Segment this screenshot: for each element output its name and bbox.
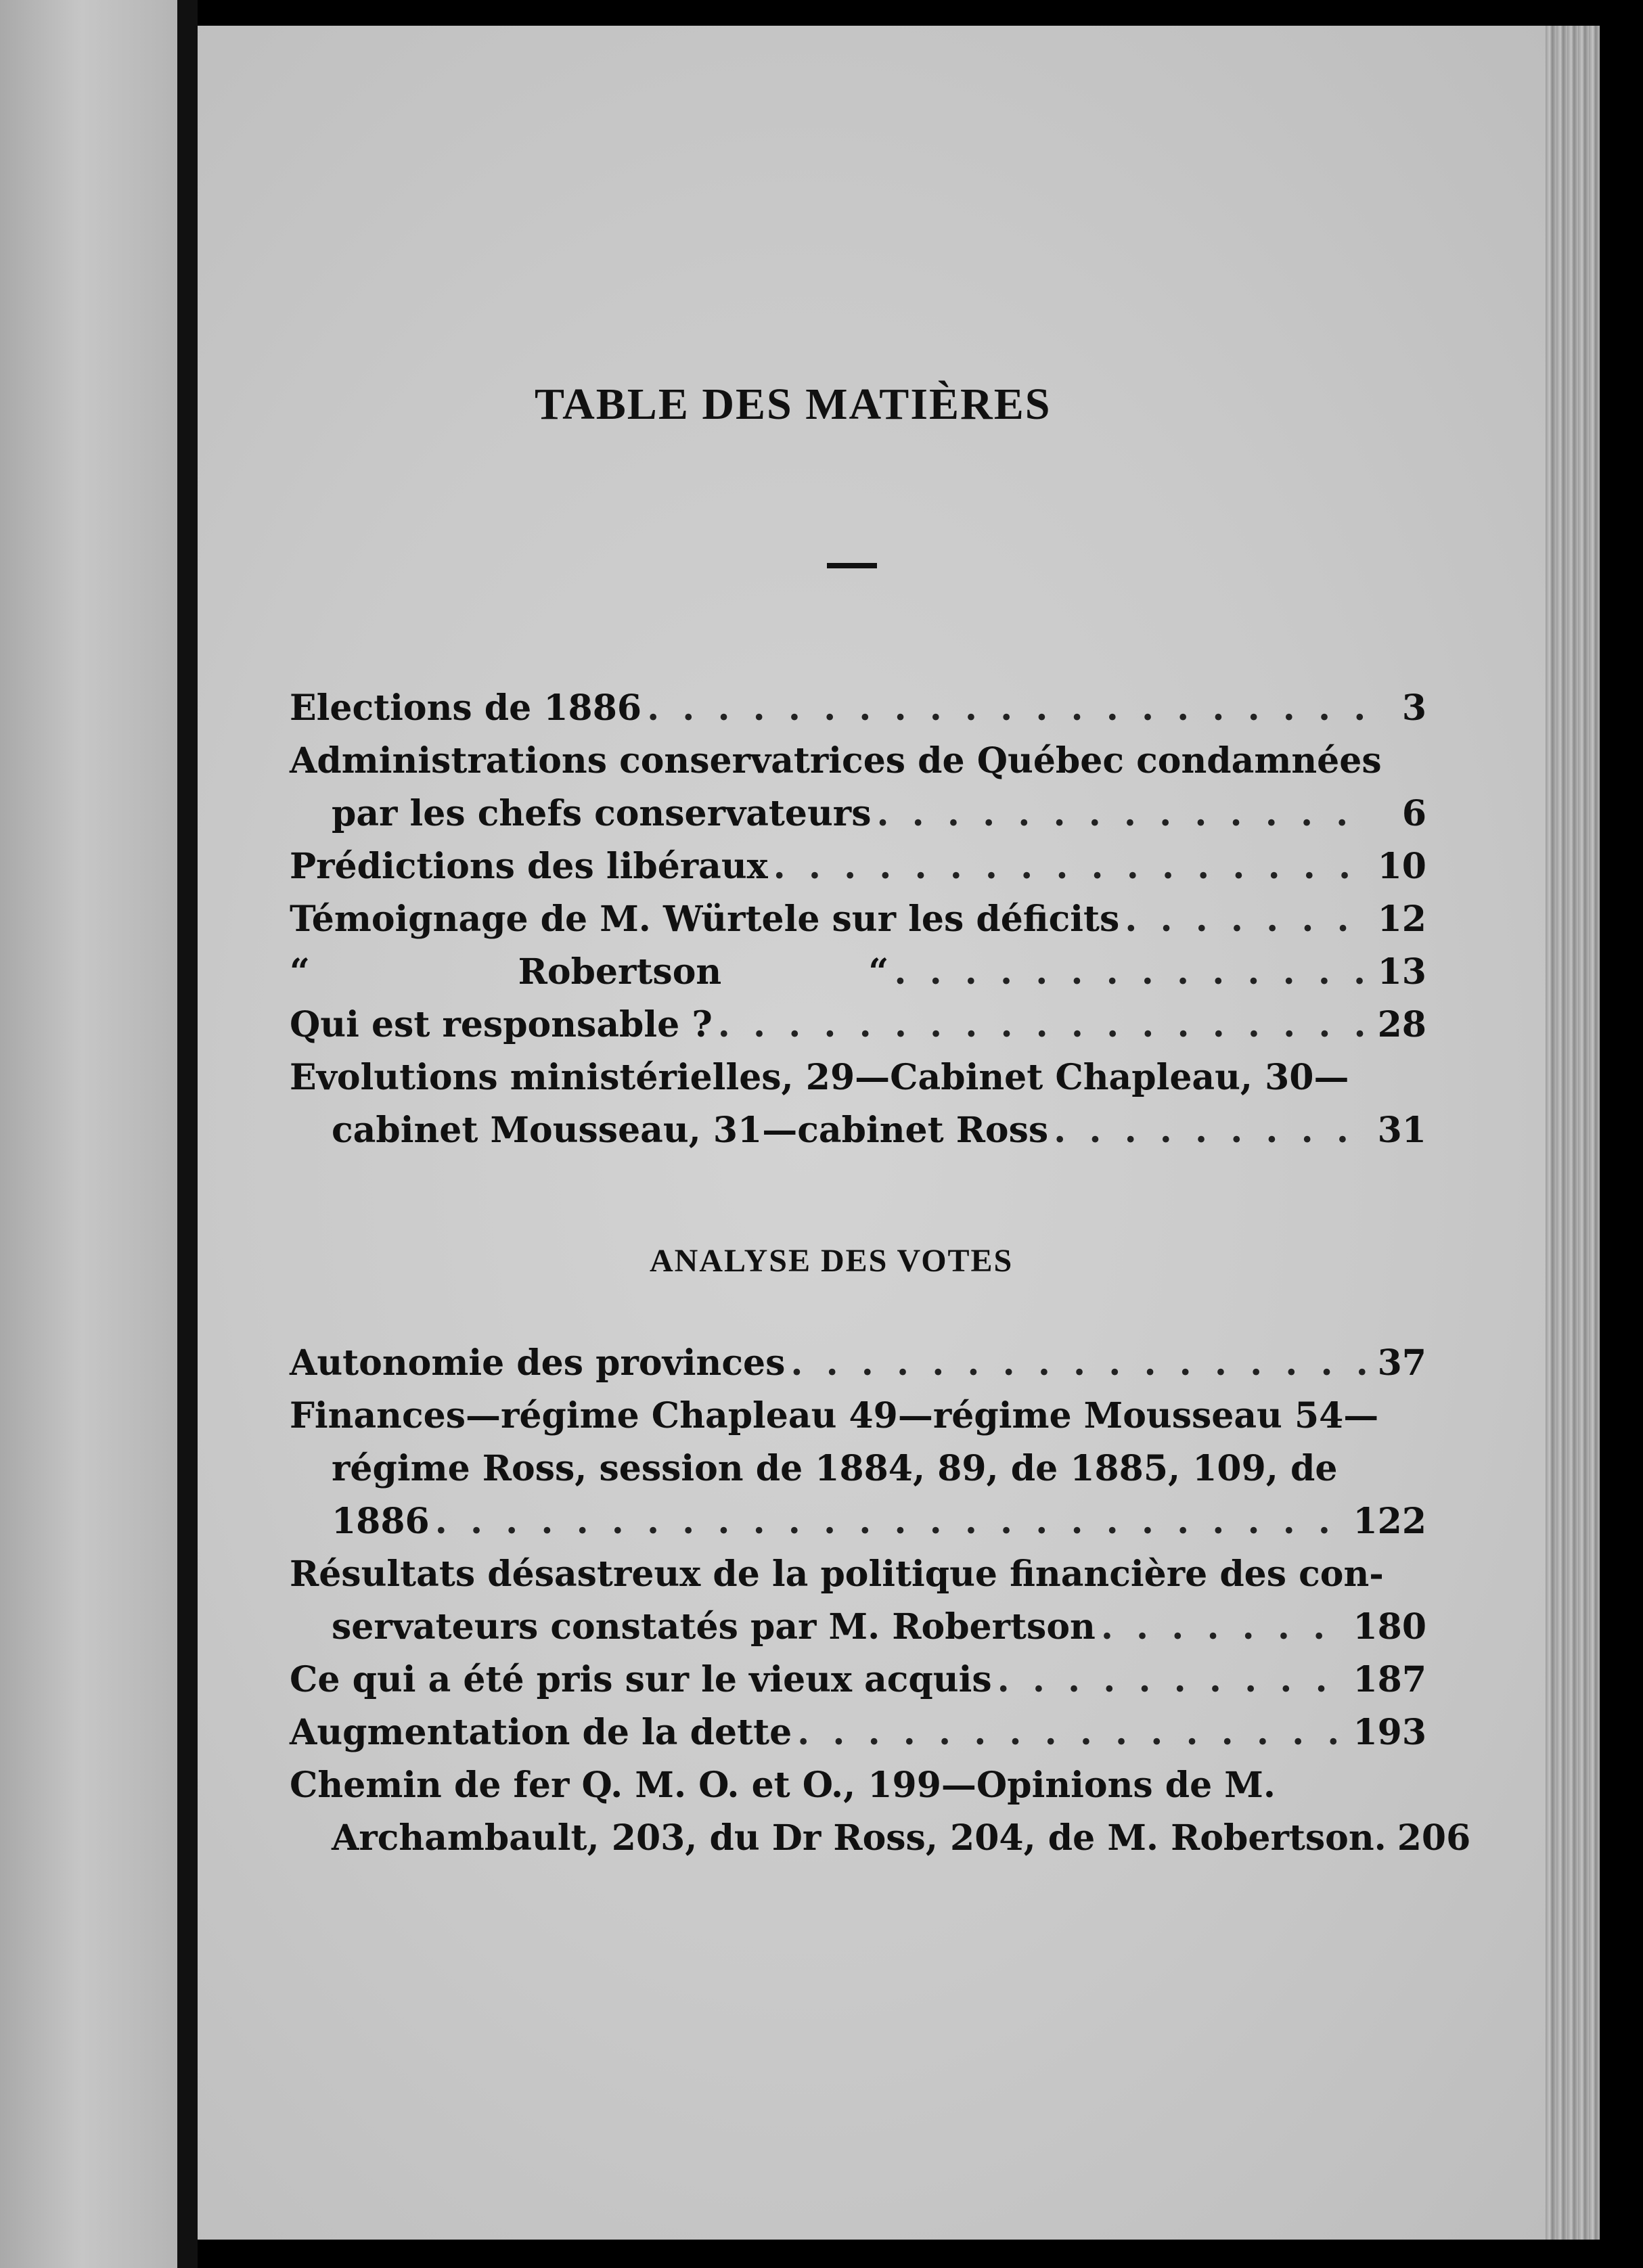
toc-entry: [290, 840, 1426, 893]
dot-leader: [773, 840, 1372, 893]
toc-line: [290, 1443, 1426, 1495]
dot-leader: [997, 1654, 1348, 1706]
toc-entry: [290, 1759, 1471, 1865]
toc-line-text: Augmentation de la dette: [290, 1712, 792, 1753]
toc-line-text: régime Ross, session de 1884, 89, de 1885, 109, de: [332, 1448, 1338, 1489]
toc-line: [290, 893, 1426, 946]
toc-entry: [290, 1654, 1426, 1706]
toc-line: [290, 1495, 1426, 1548]
toc-page-number: 28: [1377, 1004, 1426, 1045]
toc-line: [290, 1706, 1426, 1759]
toc-line-text: Témoignage de M. Würtele sur les déficits: [290, 899, 1120, 940]
dot-leader: [894, 946, 1372, 999]
toc-line: [290, 946, 1426, 999]
toc-entry: [290, 1706, 1426, 1759]
toc-line-text: “ Robertson “: [290, 951, 889, 993]
toc-entry: [290, 735, 1426, 840]
toc-page-number: 3: [1401, 687, 1426, 729]
toc-page-number: 10: [1377, 846, 1426, 887]
toc-line: [290, 1104, 1426, 1157]
toc-line-text: Chemin de fer Q. M. O. et O., 199—Opinions de M.: [290, 1765, 1276, 1806]
toc-part-2: [290, 1337, 1471, 1865]
dot-leader: [647, 682, 1374, 735]
dot-leader: [790, 1337, 1372, 1390]
toc-line: [290, 682, 1426, 735]
dot-leader: [1125, 893, 1372, 946]
toc-page-number: 37: [1377, 1342, 1426, 1384]
toc-line: [290, 1337, 1426, 1390]
toc-line-text: Qui est responsable ?: [290, 1004, 713, 1045]
toc-entry: [290, 1337, 1426, 1390]
toc-line: [290, 1051, 1426, 1104]
toc-entry: [290, 893, 1426, 946]
dot-leader: [876, 788, 1374, 840]
toc-line-text: 1886: [332, 1501, 430, 1542]
toc-part-1: [290, 682, 1426, 1157]
toc-page-number: 6: [1401, 793, 1426, 834]
toc-line-text: Archambault, 203, du Dr Ross, 204, de M. Robertson.: [332, 1817, 1387, 1859]
toc-line-text: Autonomie des provinces: [290, 1342, 786, 1384]
toc-line: [290, 788, 1426, 840]
toc-entry: [290, 1051, 1426, 1157]
toc-page-number: 180: [1353, 1606, 1426, 1648]
toc-line: [290, 1601, 1426, 1654]
page-stack-edge: [1546, 26, 1600, 2240]
dot-leader: [1054, 1104, 1372, 1157]
toc-page-number: 193: [1353, 1712, 1426, 1753]
toc-line-text: cabinet Mousseau, 31—cabinet Ross: [332, 1110, 1049, 1151]
toc-line-text: Evolutions ministérielles, 29—Cabinet Chapleau, 30—: [290, 1057, 1349, 1098]
toc-line-text: Ce qui a été pris sur le vieux acquis: [290, 1659, 992, 1700]
toc-page-number: 31: [1377, 1110, 1426, 1151]
dot-leader: [1101, 1601, 1348, 1654]
toc-entry: [290, 999, 1426, 1051]
toc-line-text: Administrations conservatrices de Québec condamnées: [290, 740, 1382, 781]
toc-entry: [290, 1548, 1426, 1654]
toc-entry: [290, 682, 1426, 735]
toc-line: [290, 1654, 1426, 1706]
toc-page-number: 13: [1377, 951, 1426, 993]
title-divider: [827, 563, 877, 568]
facing-page-edge: [0, 0, 181, 2268]
toc-line: [290, 1759, 1426, 1812]
toc-line-text: Finances—régime Chapleau 49—régime Mousseau 54—: [290, 1395, 1379, 1436]
page-title: TABLE DES MATIÈRES: [535, 380, 1052, 429]
toc-line: [290, 735, 1426, 788]
toc-page-number: 206: [1397, 1817, 1471, 1859]
toc-page-number: 122: [1353, 1501, 1426, 1542]
toc-line-text: Elections de 1886: [290, 687, 642, 729]
section-heading: ANALYSE DES VOTES: [650, 1243, 1014, 1279]
toc-line-text: Prédictions des libéraux: [290, 846, 768, 887]
dot-leader: [718, 999, 1372, 1051]
toc-line-text: Résultats désastreux de la politique financière des con-: [290, 1553, 1384, 1595]
toc-line-text: servateurs constatés par M. Robertson: [332, 1606, 1096, 1648]
toc-line: [290, 1390, 1426, 1443]
dot-leader: [435, 1495, 1348, 1548]
toc-line: [290, 1548, 1426, 1601]
binding-gutter: [177, 0, 198, 2268]
dot-leader: [797, 1706, 1347, 1759]
toc-page-number: 187: [1353, 1659, 1426, 1700]
toc-entry: [290, 946, 1426, 999]
toc-line-text: par les chefs conservateurs: [332, 793, 872, 834]
toc-entry: [290, 1390, 1426, 1548]
toc-line: [290, 999, 1426, 1051]
toc-line: [290, 1812, 1471, 1865]
toc-line: [290, 840, 1426, 893]
toc-page-number: 12: [1377, 899, 1426, 940]
